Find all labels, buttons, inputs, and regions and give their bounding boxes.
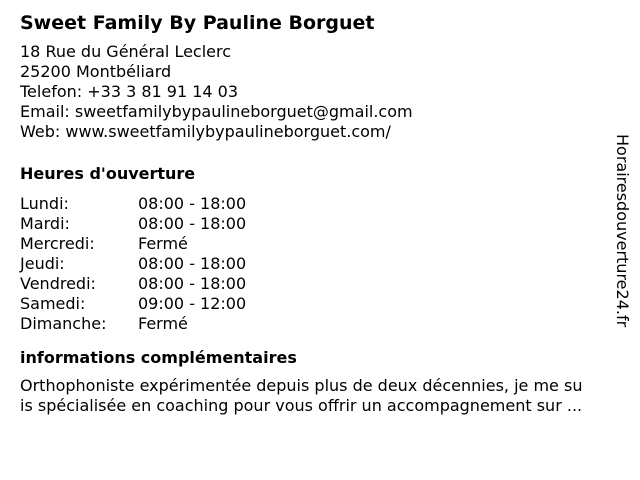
business-name: Sweet Family By Pauline Borguet [20, 12, 375, 34]
day-label: Mercredi: [20, 234, 95, 253]
additional-info-text [20, 376, 620, 416]
day-hours: Fermé [138, 234, 188, 253]
hours-row-tuesday [20, 214, 610, 234]
hours-row-thursday [20, 254, 610, 274]
day-hours: 08:00 - 18:00 [138, 214, 247, 233]
street-address: 18 Rue du Général Leclerc [20, 42, 232, 61]
day-hours: 08:00 - 18:00 [138, 274, 247, 293]
additional-info-title: informations complémentaires [20, 348, 297, 367]
day-label: Vendredi: [20, 274, 96, 293]
hours-row-wednesday [20, 234, 610, 254]
hours-row-saturday [20, 294, 610, 314]
day-label: Lundi: [20, 194, 69, 213]
day-label: Mardi: [20, 214, 70, 233]
hours-row-sunday [20, 314, 610, 334]
web-line: Web: www.sweetfamilybypaulineborguet.com/ [20, 122, 391, 141]
email-line: Email: sweetfamilybypaulineborguet@gmail.com [20, 102, 413, 121]
day-label: Dimanche: [20, 314, 107, 333]
opening-hours-table [20, 194, 610, 334]
day-hours: Fermé [138, 314, 188, 333]
day-label: Jeudi: [20, 254, 65, 273]
business-card [20, 10, 610, 416]
city-postal: 25200 Montbéliard [20, 62, 172, 81]
contact-block [20, 42, 610, 142]
description-line-1: Orthophoniste expérimentée depuis plus de deux décennies, je me su [20, 376, 583, 395]
day-hours: 08:00 - 18:00 [138, 254, 247, 273]
site-watermark: Horairesdouverture24.fr [613, 134, 632, 328]
day-hours: 08:00 - 18:00 [138, 194, 247, 213]
day-hours: 09:00 - 12:00 [138, 294, 247, 313]
description-line-2: is spécialisée en coaching pour vous offrir un accompagnement sur ... [20, 396, 583, 415]
hours-row-monday [20, 194, 610, 214]
day-label: Samedi: [20, 294, 86, 313]
phone-line: Telefon: +33 3 81 91 14 03 [20, 82, 239, 101]
opening-hours-title: Heures d'ouverture [20, 164, 196, 183]
hours-row-friday [20, 274, 610, 294]
